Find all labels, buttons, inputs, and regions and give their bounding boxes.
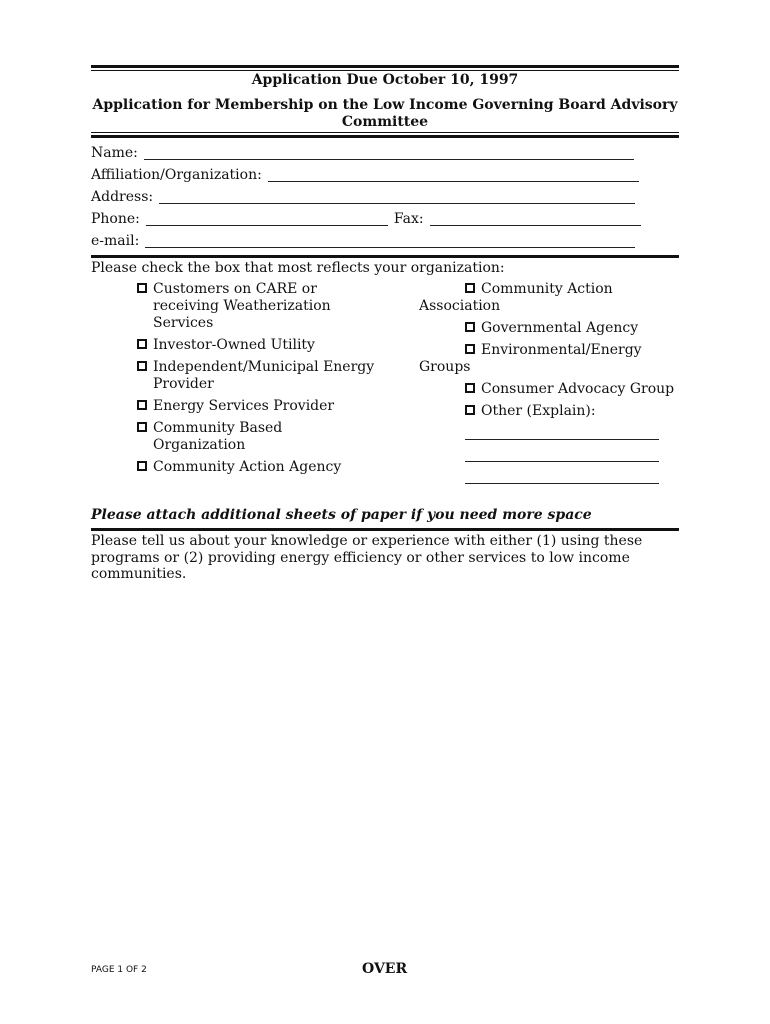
option-line — [419, 359, 679, 376]
option-label: Customers on CARE or — [153, 281, 317, 297]
header-top-rule — [91, 65, 679, 71]
option-label: Groups — [419, 359, 471, 375]
option-label: Services — [153, 315, 214, 331]
option-community-action-association[interactable] — [419, 281, 679, 315]
affiliation-field-row — [91, 164, 639, 186]
community-action-association-checkbox[interactable] — [465, 283, 475, 293]
option-label: Environmental/Energy — [481, 342, 642, 358]
option-label: Other (Explain): — [481, 403, 596, 419]
organization-prompt: Please check the box that most reflects your organization: — [91, 260, 505, 276]
address-label: Address: — [91, 189, 154, 205]
option-care-weatherization[interactable] — [137, 281, 397, 332]
option-line — [419, 342, 679, 359]
other-explain-blank-row — [419, 469, 679, 486]
other-explain-checkbox[interactable] — [465, 405, 475, 415]
address-field-row — [91, 186, 635, 208]
email-blank[interactable] — [145, 247, 635, 248]
option-label: Consumer Advocacy Group — [481, 381, 675, 397]
option-label: receiving Weatherization — [153, 298, 331, 314]
option-label: Association — [419, 298, 501, 314]
due-date-heading: Application Due October 10, 1997 — [251, 72, 519, 88]
experience-question: Please tell us about your knowledge or experience with either (1) using these programs or (2) providing energy efficiency or other services to low income communities. — [91, 533, 643, 582]
option-line — [419, 281, 679, 298]
affiliation-label: Affiliation/Organization: — [91, 167, 262, 183]
option-line — [137, 298, 397, 315]
organization-options-right — [419, 281, 679, 491]
option-label: Community Action Agency — [153, 459, 342, 475]
option-line — [419, 320, 679, 337]
option-line — [419, 298, 679, 315]
name-label: Name: — [91, 145, 138, 161]
option-line — [419, 381, 679, 398]
community-based-organization-checkbox[interactable] — [137, 422, 147, 432]
other-explain-blank-row — [419, 447, 679, 464]
governmental-agency-checkbox[interactable] — [465, 322, 475, 332]
option-community-action-agency[interactable] — [137, 459, 397, 476]
email-field-row — [91, 230, 635, 252]
note-rule — [91, 528, 679, 531]
option-line — [137, 420, 397, 437]
option-line — [137, 281, 397, 298]
over-label: OVER — [362, 961, 408, 977]
organization-options-left — [137, 281, 397, 481]
form-title: Application for Membership on the Low Income Governing Board Advisory Committee — [92, 97, 678, 130]
option-label: Energy Services Provider — [153, 398, 335, 414]
page-number: PAGE 1 OF 2 — [91, 965, 147, 975]
option-label: Independent/Municipal Energy — [153, 359, 375, 375]
energy-services-provider-checkbox[interactable] — [137, 400, 147, 410]
phone-blank[interactable] — [146, 225, 388, 226]
option-line — [137, 376, 397, 393]
other-explain-blank-row — [419, 425, 679, 442]
name-field-row — [91, 142, 634, 164]
header-bottom-rule — [91, 132, 679, 138]
attach-sheets-note: Please attach additional sheets of paper if you need more space — [91, 507, 592, 523]
option-line — [137, 398, 397, 415]
option-line — [137, 337, 397, 354]
option-label: Community Based — [153, 420, 283, 436]
option-line — [137, 315, 397, 332]
environmental-energy-groups-checkbox[interactable] — [465, 344, 475, 354]
option-line — [137, 359, 397, 376]
name-blank[interactable] — [144, 159, 634, 160]
option-consumer-advocacy-group[interactable] — [419, 381, 679, 398]
other-explain-blank[interactable] — [465, 483, 659, 484]
community-action-agency-checkbox[interactable] — [137, 461, 147, 471]
other-explain-blank[interactable] — [465, 461, 659, 462]
phone-label: Phone: — [91, 211, 140, 227]
option-community-based-organization[interactable] — [137, 420, 397, 454]
option-investor-owned-utility[interactable] — [137, 337, 397, 354]
fax-blank[interactable] — [430, 225, 641, 226]
option-energy-services-provider[interactable] — [137, 398, 397, 415]
section-rule — [91, 255, 679, 258]
option-label: Investor-Owned Utility — [153, 337, 315, 353]
option-line — [137, 437, 397, 454]
option-label: Governmental Agency — [481, 320, 639, 336]
consumer-advocacy-group-checkbox[interactable] — [465, 383, 475, 393]
investor-owned-utility-checkbox[interactable] — [137, 339, 147, 349]
option-label: Provider — [153, 376, 214, 392]
option-other-explain[interactable] — [419, 403, 679, 420]
email-label: e-mail: — [91, 233, 140, 249]
option-independent-municipal-provider[interactable] — [137, 359, 397, 393]
care-weatherization-checkbox[interactable] — [137, 283, 147, 293]
option-label: Organization — [153, 437, 246, 453]
option-governmental-agency[interactable] — [419, 320, 679, 337]
option-line — [419, 403, 679, 420]
independent-municipal-provider-checkbox[interactable] — [137, 361, 147, 371]
option-environmental-energy-groups[interactable] — [419, 342, 679, 376]
affiliation-blank[interactable] — [268, 181, 639, 182]
other-explain-blank[interactable] — [465, 439, 659, 440]
phone-fax-field-row — [91, 208, 641, 230]
address-blank[interactable] — [159, 203, 635, 204]
option-label: Community Action — [481, 281, 613, 297]
fax-label: Fax: — [393, 211, 424, 227]
option-line — [137, 459, 397, 476]
